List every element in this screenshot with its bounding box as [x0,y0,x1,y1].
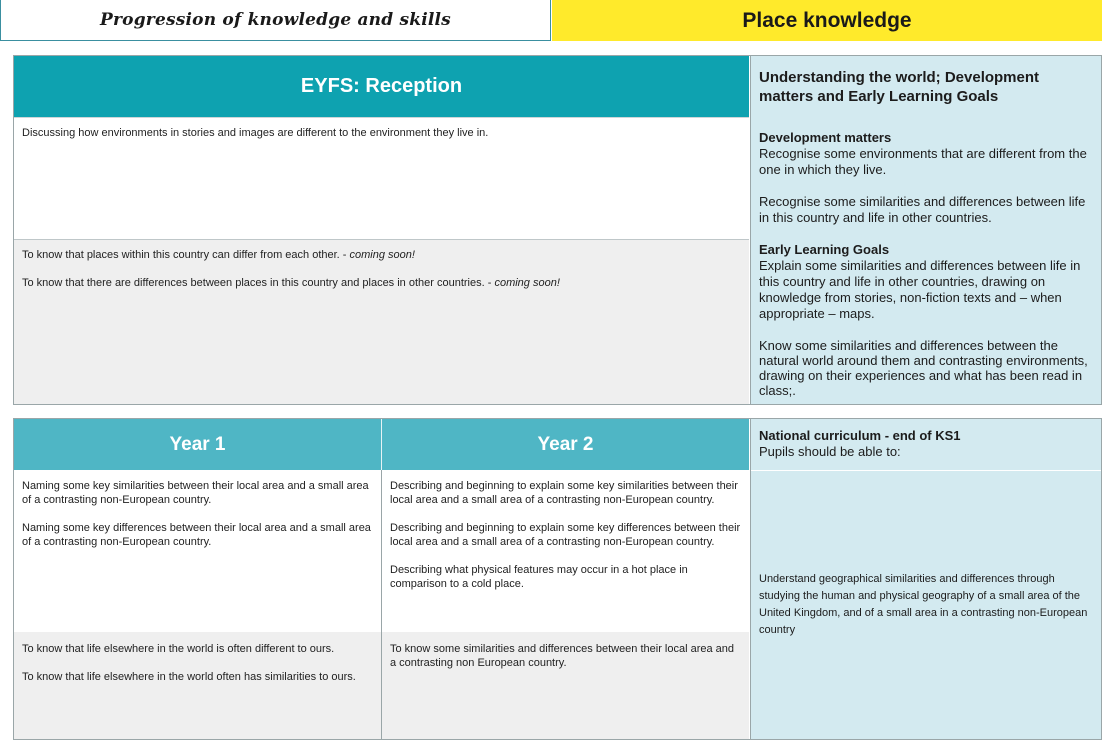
eyfs-knowledge-text: To know that there are differences between places in this country and places in other countries. - [22,277,495,289]
early-learning-goals-item: Explain some similarities and differences between life in this country and life in other countries, drawing on knowledge from stories, non-fiction texts and – when appropriate – maps. [759,258,1081,321]
eyfs-section [13,55,1102,405]
year2-skill-item: Describing and beginning to explain some key differences between their local area and a small area of a contrasting non-European country. [390,522,741,548]
eyfs-skill-text: Discussing how environments in stories and images are different to the environment they live in. [22,127,489,139]
national-curriculum-body [751,471,1101,639]
eyfs-knowledge-text: To know that places within this country can differ from each other. - [22,249,350,261]
year1-skill-item: Naming some key similarities between their local area and a small area of a contrasting non-European country. [22,480,369,506]
national-curriculum-title: National curriculum - end of KS1 [759,428,961,443]
year1-skills [14,470,382,632]
early-learning-goals-title: Early Learning Goals [759,242,890,257]
eyfs-side-heading: Understanding the world; Development matters and Early Learning Goals [759,69,1040,105]
year1-knowledge [14,632,382,739]
coming-soon-note: coming soon! [494,277,560,289]
year2-skill-item: Describing and beginning to explain some key similarities between their local area and a small area of a contrasting non-European country. [390,480,738,506]
national-curriculum-panel [750,419,1101,739]
eyfs-side-panel [750,56,1101,404]
national-curriculum-subtitle: Pupils should be able to: [759,444,901,459]
development-matters-item: Recognise some similarities and differences between life in this country and life in other countries. [759,194,1086,225]
year2-knowledge [382,632,749,739]
topic-title-box [552,0,1102,41]
development-matters-item: Recognise some environments that are different from the one in which they live. [759,146,1087,177]
year2-heading-label: Year 2 [537,433,594,455]
year2-skills [382,470,749,632]
eyfs-heading [14,56,749,117]
eyfs-knowledge-item [22,248,741,262]
year1-knowledge-item: To know that life elsewhere in the world is often different to ours. [22,643,335,655]
eyfs-row-1 [14,117,749,239]
development-matters [759,130,1093,226]
coming-soon-note: coming soon! [349,249,415,261]
document-title-box [0,0,551,41]
year2-heading [382,419,749,470]
ks1-section [13,418,1102,740]
year2-skill-item: Describing what physical features may occur in a hot place in comparison to a cold place. [390,564,688,590]
year1-skill-item: Naming some key differences between their local area and a small area of a contrasting non-European country. [22,522,371,548]
national-curriculum-header [751,419,1101,471]
year1-heading [14,419,382,470]
year2-knowledge-item: To know some similarities and differences between their local area and a contrasting non European country. [390,643,735,669]
national-curriculum-text: Understand geographical similarities and differences through studying the human and physical geography of a small area of the United Kingdom, and of a small area in a contrasting non-European country [759,573,1088,636]
year1-knowledge-item: To know that life elsewhere in the world often has similarities to ours. [22,671,356,683]
eyfs-heading-label: EYFS: Reception [300,75,463,97]
eyfs-knowledge-item [22,276,741,290]
early-learning-goals [759,242,1093,398]
development-matters-title: Development matters [759,130,892,145]
document-title: Progression of knowledge and skills [100,10,451,30]
year1-heading-label: Year 1 [169,433,226,455]
topic-title: Place knowledge [742,8,912,32]
early-learning-goals-item: Know some similarities and differences between the natural world around them and contrasting environments, drawing on their experiences and what has been read in class;. [759,338,1088,398]
eyfs-row-2 [14,239,749,404]
